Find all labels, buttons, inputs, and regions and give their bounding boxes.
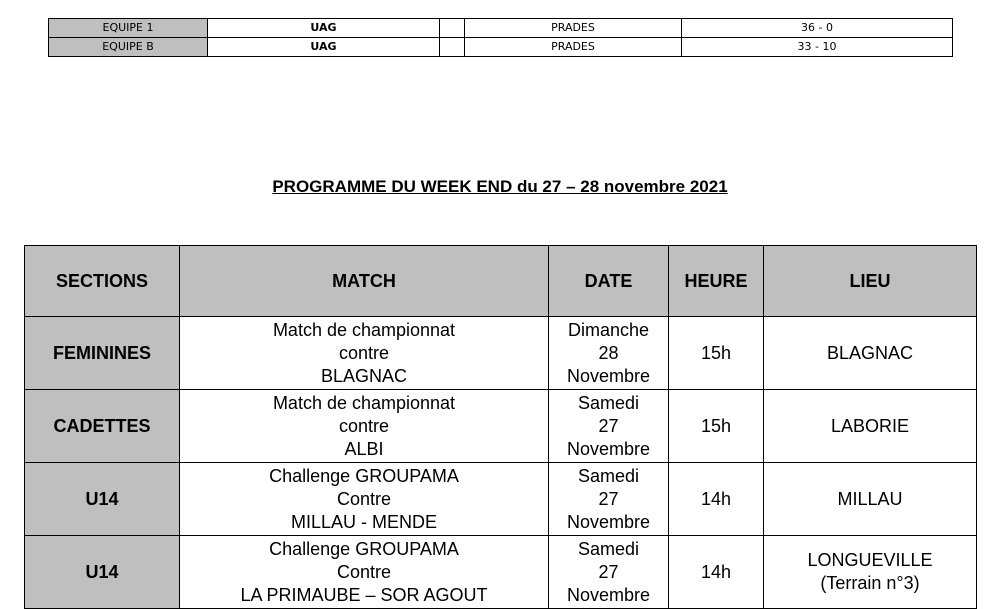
club-cell: UAG <box>208 19 440 38</box>
date-line: Novembre <box>566 438 651 459</box>
results-table <box>48 18 953 57</box>
date-cell <box>549 536 669 609</box>
blank-cell <box>440 38 465 57</box>
club-cell: UAG <box>208 38 440 57</box>
date-line: Dimanche <box>567 319 650 340</box>
team-cell: EQUIPE 1 <box>49 19 208 38</box>
lieu-line: BLAGNAC <box>826 342 914 363</box>
lieu-line: MILLAU <box>837 488 903 509</box>
lieu-cell <box>764 463 977 536</box>
match-line: contre <box>338 415 390 436</box>
team-cell: EQUIPE B <box>49 38 208 57</box>
match-line: Match de championnat <box>272 392 456 413</box>
match-line: Contre <box>336 561 392 582</box>
date-line: Samedi <box>577 538 640 559</box>
match-cell <box>180 463 549 536</box>
heure-cell: 15h <box>669 390 764 463</box>
date-cell <box>549 317 669 390</box>
heure-cell: 14h <box>669 536 764 609</box>
results-row <box>49 19 953 38</box>
section-cell: CADETTES <box>25 390 180 463</box>
section-cell: U14 <box>25 463 180 536</box>
opponent-cell: PRADES <box>465 38 682 57</box>
lieu-cell <box>764 390 977 463</box>
programme-table <box>24 245 977 609</box>
header-match: MATCH <box>180 246 549 317</box>
heure-cell: 15h <box>669 317 764 390</box>
date-line: Samedi <box>577 465 640 486</box>
programme-row <box>25 536 977 609</box>
header-lieu: LIEU <box>764 246 977 317</box>
header-sections: SECTIONS <box>25 246 180 317</box>
date-line: Novembre <box>566 511 651 532</box>
opponent-cell: PRADES <box>465 19 682 38</box>
match-cell <box>180 317 549 390</box>
date-line: 27 <box>598 488 619 509</box>
date-line: 27 <box>598 561 619 582</box>
programme-title: PROGRAMME DU WEEK END du 27 – 28 novembre 2021 <box>272 177 728 196</box>
date-line: 28 <box>598 342 619 363</box>
match-cell <box>180 390 549 463</box>
match-line: Contre <box>336 488 392 509</box>
results-row <box>49 38 953 57</box>
date-line: Samedi <box>577 392 640 413</box>
section-cell: U14 <box>25 536 180 609</box>
lieu-line: LONGUEVILLE <box>807 550 933 570</box>
match-line: Match de championnat <box>272 319 456 340</box>
match-cell <box>180 536 549 609</box>
match-line: contre <box>338 342 390 363</box>
programme-row <box>25 390 977 463</box>
match-line: Challenge GROUPAMA <box>269 465 459 486</box>
lieu-cell <box>764 317 977 390</box>
heure-cell: 14h <box>669 463 764 536</box>
score-cell: 33 - 10 <box>682 38 953 57</box>
date-line: Novembre <box>566 365 651 386</box>
date-cell <box>549 390 669 463</box>
programme-header-row <box>25 246 977 317</box>
match-line: Challenge GROUPAMA <box>269 538 459 559</box>
match-line: MILLAU - MENDE <box>290 511 438 532</box>
match-line: BLAGNAC <box>320 365 408 386</box>
score-cell: 36 - 0 <box>682 19 953 38</box>
header-date: DATE <box>549 246 669 317</box>
date-line: Novembre <box>566 584 651 605</box>
lieu-line: (Terrain n°3) <box>820 573 920 593</box>
programme-row <box>25 463 977 536</box>
header-heure: HEURE <box>669 246 764 317</box>
date-line: 27 <box>598 415 619 436</box>
blank-cell <box>440 19 465 38</box>
match-line: LA PRIMAUBE – SOR AGOUT <box>240 584 488 605</box>
match-line: ALBI <box>344 438 384 459</box>
programme-row <box>25 317 977 390</box>
date-cell <box>549 463 669 536</box>
lieu-line: LABORIE <box>830 415 910 436</box>
section-cell: FEMININES <box>25 317 180 390</box>
lieu-cell <box>764 536 977 609</box>
